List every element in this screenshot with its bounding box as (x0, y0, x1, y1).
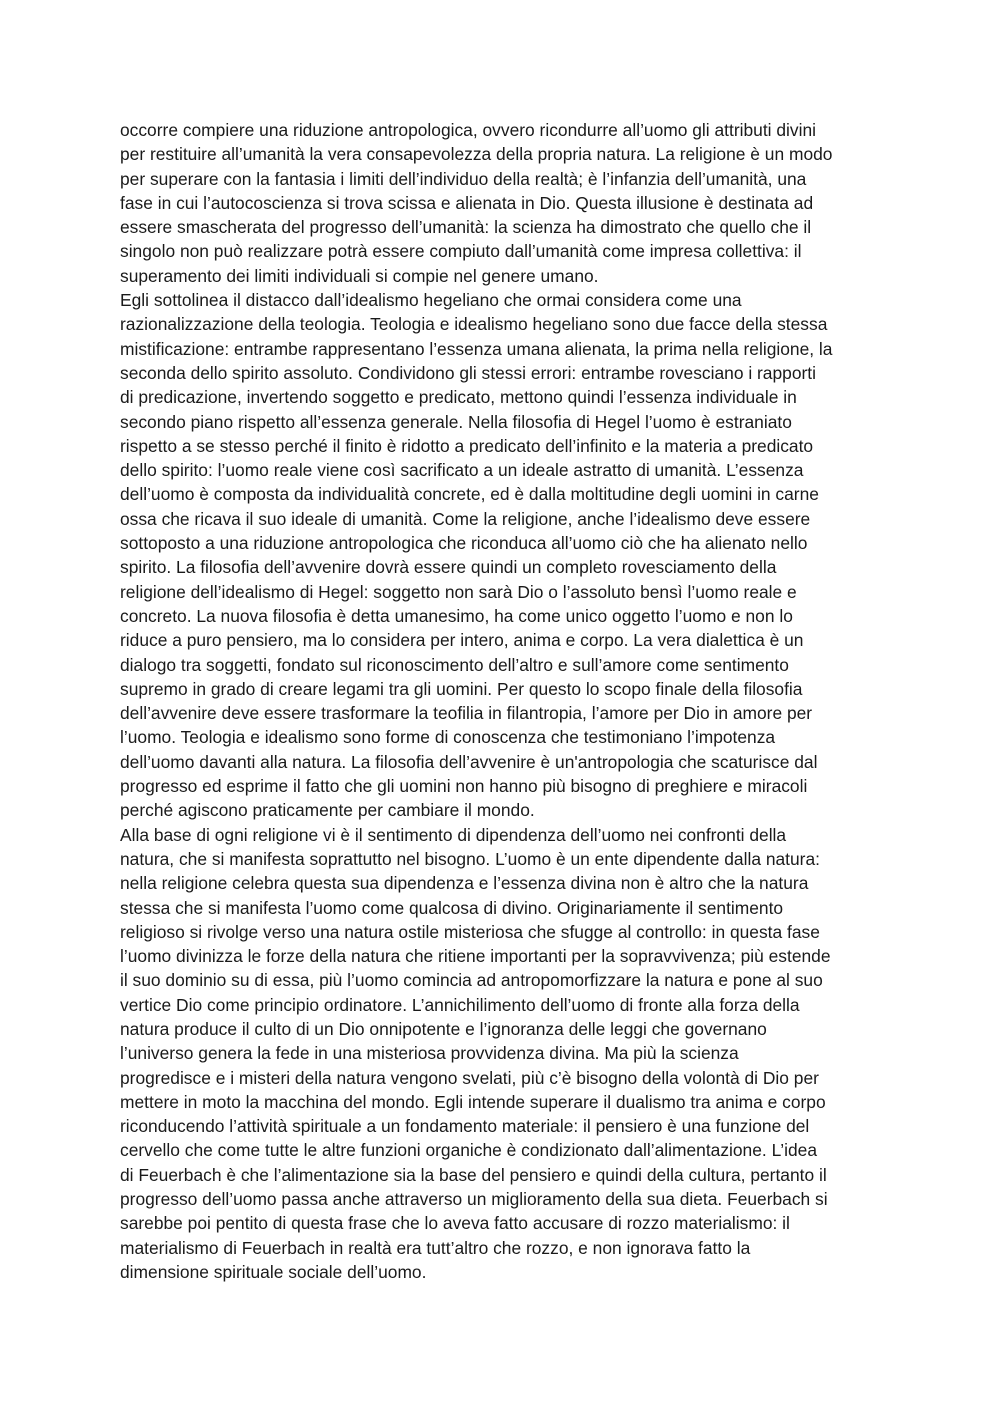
text-line: mettere in moto la macchina del mondo. Egli intende superare il dualismo tra anima e corpo (120, 1091, 826, 1112)
text-line: spirito. La filosofia dell’avvenire dovrà essere quindi un completo rovesciamento della (120, 557, 777, 578)
text-line: natura produce il culto di un Dio onnipotente e l’ignoranza delle leggi che governano (120, 1018, 767, 1039)
text-line: per restituire all’umanità la vera consapevolezza della propria natura. La religione è un modo (120, 144, 833, 165)
text-line: Alla base di ogni religione vi è il sentimento di dipendenza dell’uomo nei confronti della (120, 824, 787, 845)
text-line: perché agiscono praticamente per cambiare il mondo. (120, 800, 535, 821)
text-line: mistificazione: entrambe rappresentano l’essenza umana alienata, la prima nella religione, la (120, 338, 833, 359)
text-line: l’universo genera la fede in una misteriosa provvidenza divina. Ma più la scienza (120, 1043, 739, 1064)
text-line: dimensione spirituale sociale dell’uomo. (120, 1261, 427, 1282)
text-line: religioso si rivolge verso una natura ostile misteriosa che sfugge al controllo: in questa fase (120, 921, 820, 942)
text-line: nella religione celebra questa sua dipendenza e l’essenza divina non è altro che la natura (120, 873, 809, 894)
text-line: razionalizzazione della teologia. Teologia e idealismo hegeliano sono due facce della stessa (120, 314, 828, 335)
text-line: dell’avvenire deve essere trasformare la teofilia in filantropia, l’amore per Dio in amore per (120, 703, 813, 724)
text-line: fase in cui l’autocoscienza si trova scissa e alienata in Dio. Questa illusione è destinata ad (120, 192, 814, 213)
text-line: occorre compiere una riduzione antropologica, ovvero ricondurre all’uomo gli attributi divini (120, 120, 816, 140)
document-body (120, 118, 890, 1284)
text-line: superamento dei limiti individuali si compie nel genere umano. (120, 265, 599, 286)
text-line: sarebbe poi pentito di questa frase che lo aveva fatto accusare di rozzo materialismo: il (120, 1213, 790, 1234)
text-line: l’uomo divinizza le forze della natura che ritiene importanti per la sopravvivenza; più estende (120, 946, 831, 967)
text-line: dell’uomo è composta da individualità concrete, ed è dalla moltitudine degli uomini in carne (120, 484, 819, 505)
text-line: dialogo tra soggetti, fondato sul riconoscimento dell’altro e sull’amore come sentimento (120, 654, 789, 675)
text-line: cervello che come tutte le altre funzioni organiche è condizionato dall’alimentazione. L’idea (120, 1140, 818, 1161)
text-line: riconducendo l’attività spirituale a un fondamento materiale: il pensiero è una funzione del (120, 1116, 810, 1137)
text-line: materialismo di Feuerbach in realtà era tutt’altro che rozzo, e non ignorava fatto la (120, 1237, 751, 1258)
text-line: dell’uomo davanti alla natura. La filosofia dell’avvenire è un'antropologia che scaturisce dal (120, 751, 818, 772)
text-line: supremo in grado di creare legami tra gli uomini. Per questo lo scopo finale della filosofia (120, 678, 803, 699)
text-line: singolo non può realizzare potrà essere compiuto dall’umanità come impresa collettiva: il (120, 241, 802, 262)
text-line: ossa che ricava il suo ideale di umanità. Come la religione, anche l’idealismo deve essere (120, 508, 811, 529)
text-line: Egli sottolinea il distacco dall’idealismo hegeliano che ormai considera come una (120, 290, 742, 311)
text-line: l’uomo. Teologia e idealismo sono forme di conoscenza che testimoniano l’impotenza (120, 727, 776, 748)
text-line: stessa che si manifesta l’uomo come qualcosa di divino. Originariamente il sentimento (120, 897, 784, 918)
text-line: riduce a puro pensiero, ma lo considera per intero, anima e corpo. La vera dialettica è un (120, 630, 804, 651)
text-line: religione dell’idealismo di Hegel: soggetto non sarà Dio o l’assoluto bensì l’uomo reale e (120, 581, 797, 602)
text-line: secondo piano rispetto all’essenza generale. Nella filosofia di Hegel l’uomo è estraniato (120, 411, 792, 432)
text-line: il suo dominio su di essa, più l’uomo comincia ad antropomorfizzare la natura e pone al suo (120, 970, 823, 991)
text-line: progresso ed esprime il fatto che gli uomini non hanno più bisogno di preghiere e miracoli (120, 776, 808, 797)
text-line: seconda dello spirito assoluto. Condividono gli stessi errori: entrambe rovesciano i rapporti (120, 362, 816, 383)
text-line: sottoposto a una riduzione antropologica che riconduca all’uomo ciò che ha alienato nello (120, 533, 808, 554)
text-line: per superare con la fantasia i limiti dell’individuo della realtà; è l’infanzia dell’umanità, una (120, 168, 807, 189)
text-line: concreto. La nuova filosofia è detta umanesimo, ha come unico oggetto l’uomo e non lo (120, 605, 793, 626)
text-line: di predicazione, invertendo soggetto e predicato, mettono quindi l’essenza individuale in (120, 387, 797, 408)
text-line: di Feuerbach è che l’alimentazione sia la base del pensiero e quindi della cultura, pertanto il (120, 1164, 827, 1185)
text-line: essere smascherata del progresso dell’umanità: la scienza ha dimostrato che quello che il (120, 217, 812, 238)
text-line: progredisce e i misteri della natura vengono svelati, più c’è bisogno della volontà di Dio per (120, 1067, 819, 1088)
text-line: natura, che si manifesta soprattutto nel bisogno. L’uomo è un ente dipendente dalla natura: (120, 848, 820, 869)
text-line: progresso dell’uomo passa anche attraverso un miglioramento della sua dieta. Feuerbach si (120, 1189, 828, 1210)
text-line: rispetto a se stesso perché il finito è ridotto a predicato dell’infinito e la materia a predicato (120, 435, 814, 456)
text-line: dello spirito: l’uomo reale viene così sacrificato a un ideale astratto di umanità. L’essenza (120, 460, 804, 481)
text-line: vertice Dio come principio ordinatore. L’annichilimento dell’uomo di fronte alla forza della (120, 994, 800, 1015)
